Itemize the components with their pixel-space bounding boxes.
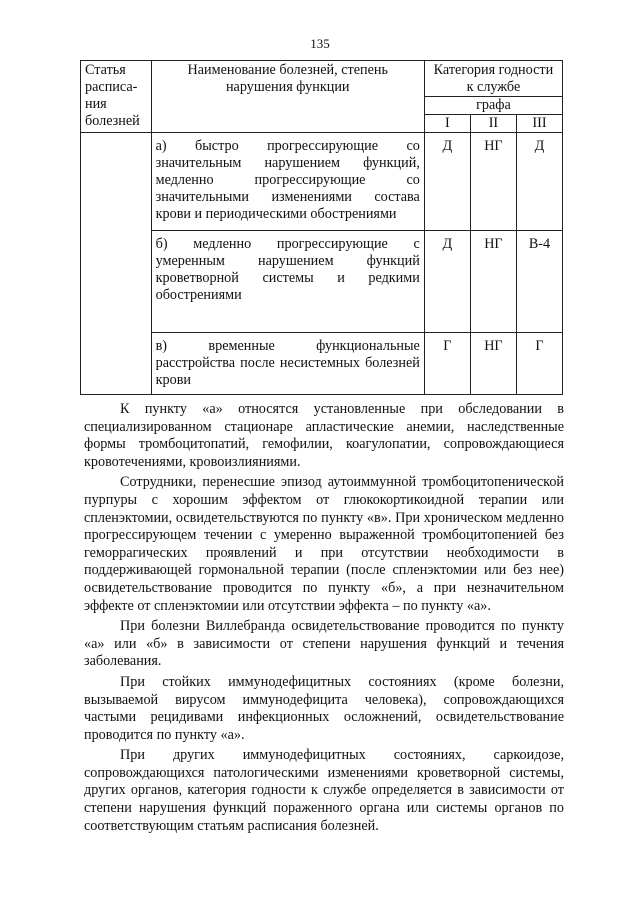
paragraph: При стойких иммунодефицитных состояниях (кроме болезни, вызываемой вирусом иммунодефицита человека), сопровождающихся частыми рецидивами инфекционных осложнений, освидетельствование проводится по пункту «а».	[84, 673, 564, 743]
category-cell: Д	[516, 133, 562, 231]
header-category: Категория годности к службе	[424, 61, 562, 97]
header-col-2: II	[470, 115, 516, 133]
table-row	[81, 333, 563, 395]
category-cell: НГ	[470, 333, 516, 395]
header-name: Наименование болезней, степень нарушения функции	[151, 61, 424, 133]
table-row	[81, 133, 563, 231]
disease-table	[80, 60, 563, 395]
table-header-row	[81, 61, 563, 97]
header-col-3: III	[516, 115, 562, 133]
disease-name: в) временные функциональные расстройства после несистемных болезней крови	[155, 338, 420, 388]
table-row	[81, 231, 563, 333]
body-text	[84, 401, 564, 838]
header-grafa: графа	[424, 97, 562, 115]
header-col-1: I	[424, 115, 470, 133]
paragraph: Сотрудники, перенесшие эпизод аутоиммунной тромбоцитопенической пурпуры с хорошим эффектом от глюкокортикоидной терапии или спленэктомии, освидетельствуются по пункту «в». При хроническом медленно прогрессирующем течении с умеренно выраженной тромбоцитопенией без геморрагических проявлений и при отсутствии необходимости в поддерживающей гормональной терапии (после спленэктомии или без нее) освидетельствование проводится по пункту «б», а при незначительном эффекте от спленэктомии или отсутствии эффекта – по пункту «а».	[84, 474, 564, 614]
paragraph: При болезни Виллебранда освидетельствование проводится по пункту «а» или «б» в зависимости от степени нарушения функций и течения заболевания.	[84, 618, 564, 670]
disease-name: а) быстро прогрессирующие со значительным нарушением функций, медленно прогрессирующие со значительными изменениями состава крови и периодическими обострениями	[155, 138, 420, 222]
article-cell	[81, 133, 152, 395]
disease-name-cell	[151, 133, 424, 231]
category-cell: Г	[516, 333, 562, 395]
category-cell: Д	[424, 133, 470, 231]
paragraph: К пункту «а» относятся установленные при обследовании в специализированном стационаре апластические анемии, наследственные формы тромбоцитопатий, гемофилии, коагулопатии, сопровождающиеся кровотечениями, кровоизлияниями.	[84, 401, 564, 470]
disease-name-cell	[151, 231, 424, 333]
disease-name: б) медленно прогрессирующие с умеренным нарушением функций кроветворной системы и редкими обострениями	[155, 236, 420, 303]
category-cell: Г	[424, 333, 470, 395]
paragraph: При других иммунодефицитных состояниях, саркоидозе, сопровождающихся патологическими изменениями кроветворной системы, других органов, категория годности к службе определяется в зависимости от степени нарушения функций пораженного органа или системы органов по соответствующим статьям расписания болезней.	[84, 747, 564, 834]
disease-name-cell	[151, 333, 424, 395]
page-number: 135	[310, 36, 330, 51]
category-cell: НГ	[470, 133, 516, 231]
category-cell: НГ	[470, 231, 516, 333]
category-cell: Д	[424, 231, 470, 333]
header-article: Статья расписа-ния болезней	[81, 61, 152, 133]
category-cell: В-4	[516, 231, 562, 333]
